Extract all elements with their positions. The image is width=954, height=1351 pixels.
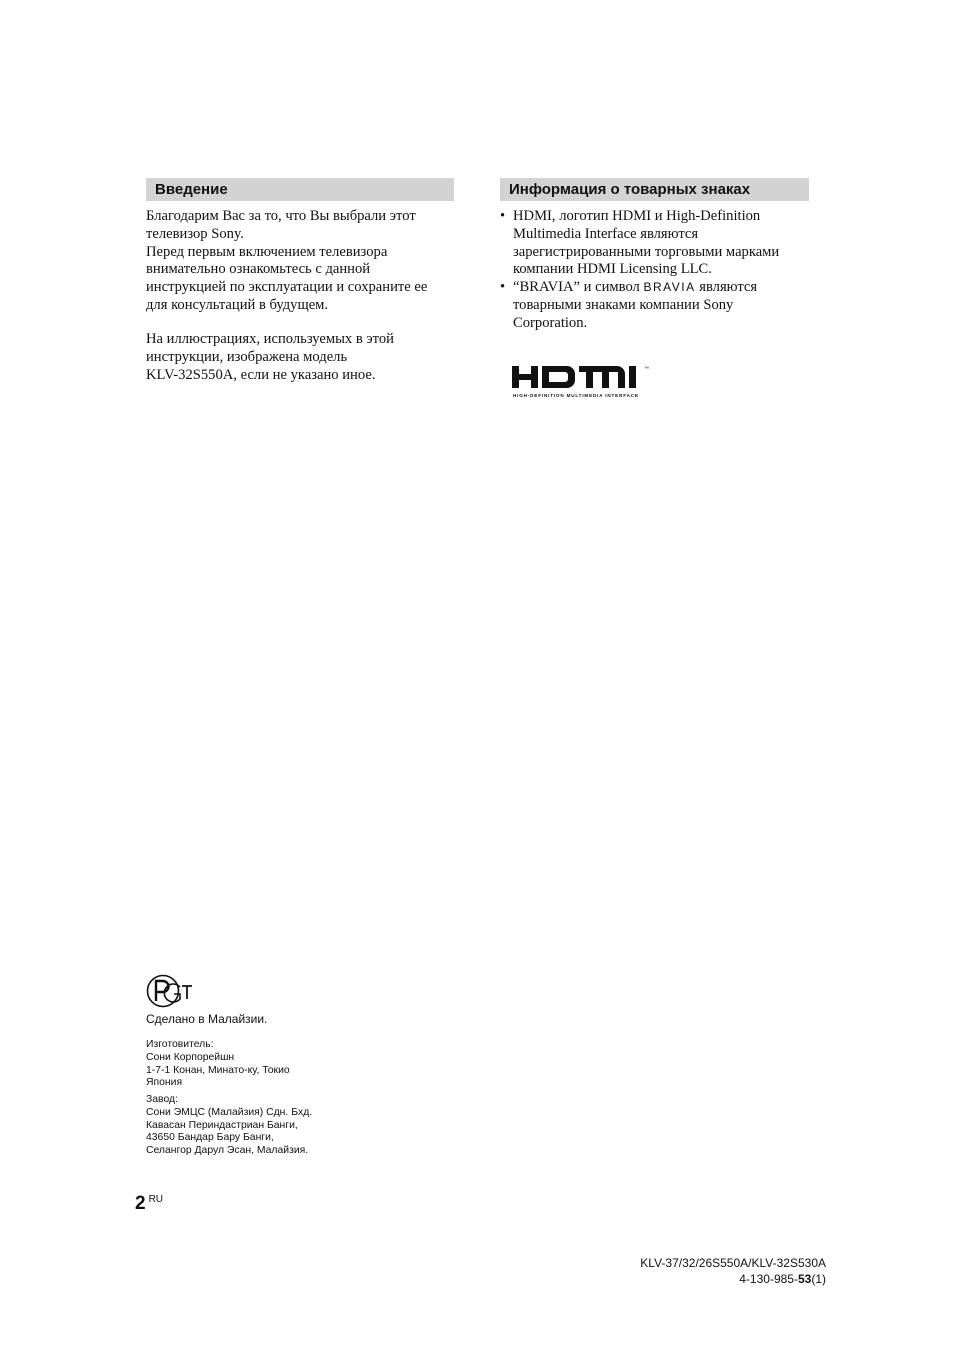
illustration-note-paragraph: [146, 331, 456, 384]
model-numbers: KLV-37/32/26S550A/KLV-32S530A: [640, 1256, 826, 1270]
bravia-text: “BRAVIA” и символ: [513, 279, 644, 296]
manufacturer-address: [146, 1039, 406, 1090]
text-line: Сони ЭМЦС (Малайзия) Сдн. Бхд.: [146, 1106, 313, 1118]
section-heading-trademarks: Информация о товарных знаках: [500, 178, 809, 201]
text-line: для консультаций в будущем.: [146, 296, 329, 313]
made-in-text: Сделано в Малайзии.: [146, 1012, 268, 1026]
code-prefix: 4-130-985-: [739, 1272, 798, 1286]
text-line: Селангор Дарул Эсан, Малайзия.: [146, 1145, 309, 1157]
text-line: На иллюстрациях, используемых в этой: [146, 331, 394, 347]
text-line: Кавасан Периндастриан Банги,: [146, 1119, 298, 1131]
text-line: Перед первым включением телевизора: [146, 243, 388, 260]
document-footer: [640, 1255, 826, 1287]
factory-address: [146, 1094, 406, 1158]
trademark-list: [500, 208, 810, 333]
text-line: Multimedia Interface являются: [513, 225, 699, 242]
page-language: RU: [148, 1194, 164, 1205]
hdmi-tagline: HIGH-DEFINITION MULTIMEDIA INTERFACE: [513, 393, 638, 398]
text-line: Изготовитель:: [146, 1039, 214, 1050]
code-suffix: (1): [811, 1272, 826, 1286]
section-heading-intro: Введение: [146, 178, 454, 201]
hdmi-logo: [512, 364, 652, 400]
text-line: зарегистрированными торговыми марками: [513, 243, 780, 260]
text-line: телевизор Sony.: [146, 225, 244, 242]
trademark-symbol: ™: [644, 366, 649, 372]
text-line: Благодарим Вас за то, что Вы выбрали этот: [146, 208, 416, 224]
text-line: KLV-32S550A, если не указано иное.: [146, 366, 376, 383]
text-line: Corporation.: [513, 314, 588, 331]
text-line: Сони Корпорейшн: [146, 1051, 235, 1063]
code-bold: 53: [797, 1272, 812, 1286]
text-line: инструкции, изображена модель: [146, 348, 348, 365]
trademark-item-hdmi: [500, 208, 810, 279]
page-number-value: 2: [135, 1193, 146, 1214]
document-code: [640, 1271, 826, 1287]
text-line: 43650 Бандар Бару Банги,: [146, 1132, 274, 1144]
text-line: внимательно ознакомьтесь с данной: [146, 261, 371, 278]
trademark-item-bravia: [500, 279, 810, 332]
bravia-text-end: являются: [695, 279, 758, 296]
text-line: инструкцией по эксплуатации и сохраните ее: [146, 279, 428, 296]
text-line: товарными знаками компании Sony: [513, 296, 734, 313]
pct-gost-mark-icon: [146, 973, 194, 1009]
bravia-symbol: BRAVIA: [643, 280, 696, 295]
text-line: HDMI, логотип HDMI и High-Definition: [513, 208, 761, 224]
text-line: 1-7-1 Конан, Минато-ку, Токио: [146, 1064, 290, 1076]
bullet-icon: •: [500, 279, 506, 296]
text-line: Япония: [146, 1077, 183, 1089]
bullet-icon: •: [500, 208, 506, 224]
text-line: [513, 279, 810, 297]
text-line: компании HDMI Licensing LLC.: [513, 261, 712, 278]
page-number: [135, 1193, 163, 1215]
intro-paragraph: [146, 208, 456, 315]
text-line: Завод:: [146, 1094, 178, 1105]
